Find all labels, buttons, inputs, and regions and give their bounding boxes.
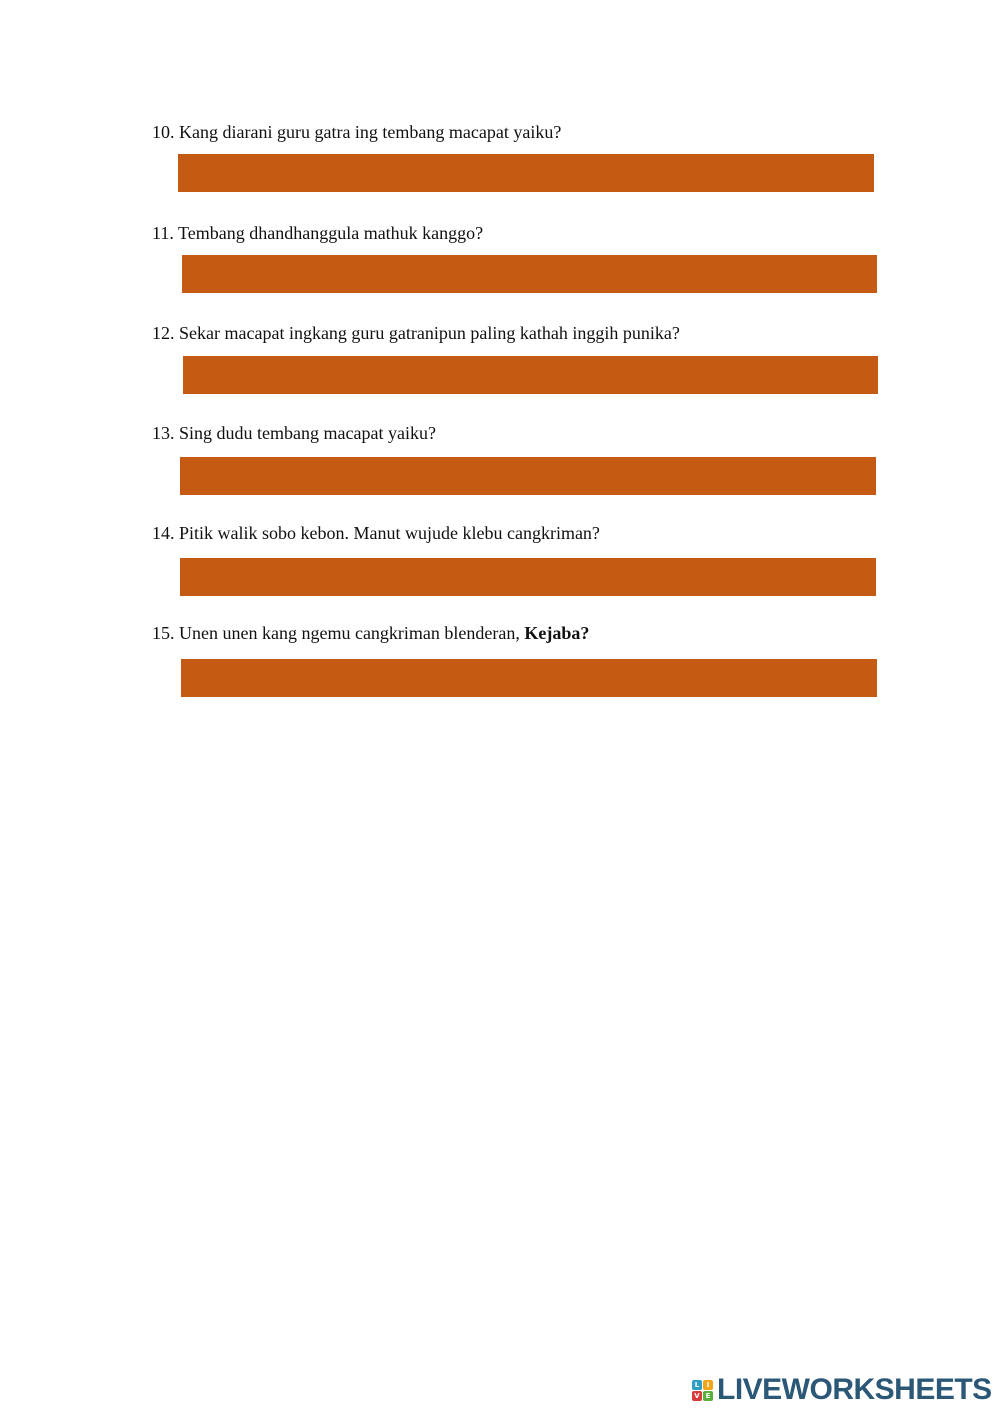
answer-field-14[interactable] [180, 558, 876, 596]
liveworksheets-logo [692, 1374, 992, 1406]
question-11-text: 11. Tembang dhandhanggula mathuk kanggo? [152, 223, 484, 243]
answer-field-13[interactable] [180, 457, 876, 495]
live-grid-icon [692, 1380, 713, 1401]
logo-mark-v: V [692, 1391, 702, 1401]
question-13-text: 13. Sing dudu tembang macapat yaiku? [152, 423, 436, 443]
question-14-text: 14. Pitik walik sobo kebon. Manut wujude klebu cangkriman? [152, 523, 600, 543]
logo-mark-e: E [703, 1391, 713, 1401]
question-10-text: 10. Kang diarani guru gatra ing tembang macapat yaiku? [152, 122, 562, 142]
logo-mark-i: I [703, 1380, 713, 1390]
answer-field-10[interactable] [178, 154, 874, 192]
answer-field-11[interactable] [182, 255, 877, 293]
answer-field-12[interactable] [183, 356, 878, 394]
logo-mark-l: L [692, 1380, 702, 1390]
question-15-label: 15. Unen unen kang ngemu cangkriman blenderan, [152, 623, 525, 643]
question-12-text: 12. Sekar macapat ingkang guru gatranipun paling kathah inggih punika? [152, 323, 680, 343]
answer-field-15[interactable] [181, 659, 877, 697]
question-15-text [152, 622, 589, 644]
logo-text: LIVEWORKSHEETS [717, 1373, 992, 1406]
question-15-bold-label: Kejaba? [524, 623, 590, 643]
